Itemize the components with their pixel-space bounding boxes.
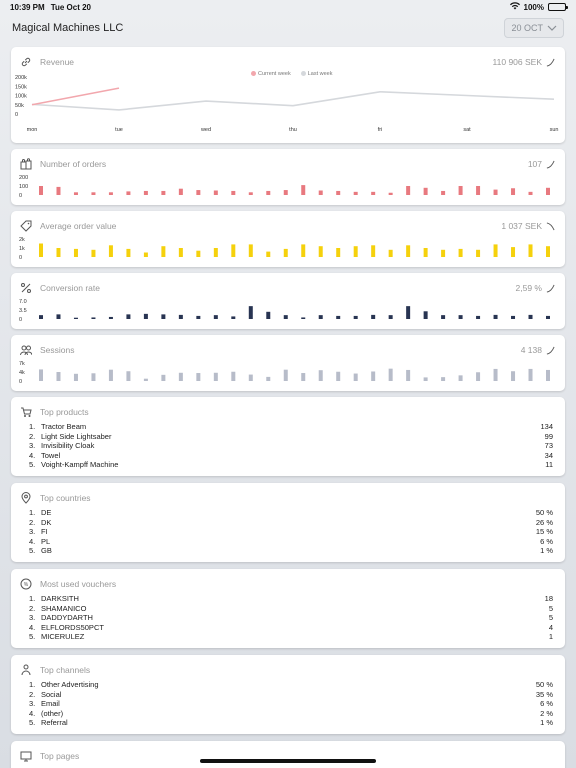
list-item-name: (other)	[41, 708, 64, 718]
y-tick-label: 100k	[15, 93, 27, 100]
list-item-value: 11	[545, 460, 553, 470]
list-item-name: DK	[41, 517, 52, 527]
conversion-chart	[11, 273, 565, 329]
list-item-value: 50 %	[535, 508, 553, 518]
top-products-title: Top products	[40, 407, 89, 417]
battery-icon	[548, 3, 566, 11]
x-tick-label: wed	[200, 127, 212, 133]
list-item	[29, 546, 553, 556]
status-date: Tue Oct 20	[50, 2, 91, 12]
list-item-rank: 3.	[29, 613, 36, 623]
list-item-value: 26 %	[535, 517, 553, 527]
list-item-value: 5	[548, 603, 553, 613]
list-item	[29, 680, 553, 690]
bar	[494, 369, 498, 381]
list-item-rank: 1.	[29, 422, 36, 432]
bar	[109, 317, 113, 319]
list-item-rank: 4.	[29, 622, 36, 632]
list-item	[29, 604, 553, 614]
bar	[371, 371, 375, 381]
bar	[249, 306, 253, 319]
bar	[214, 315, 218, 319]
orders-chart	[11, 149, 565, 205]
series-line-last-week	[32, 92, 554, 110]
bar	[266, 191, 270, 195]
list-item-name: DE	[41, 508, 52, 518]
bar	[476, 316, 480, 319]
list-item-value: 5	[548, 613, 553, 623]
y-tick-label: 50k	[15, 102, 24, 109]
list-item-value: 2 %	[540, 708, 553, 718]
bar	[354, 246, 358, 257]
list-item-name: DARKSITH	[41, 594, 79, 604]
bar	[74, 374, 78, 381]
list-item-name: SHAMANICO	[41, 603, 87, 613]
header	[0, 16, 576, 40]
svg-text:%: %	[23, 581, 29, 588]
bar	[319, 315, 323, 319]
bar	[441, 315, 445, 319]
list-item	[29, 537, 553, 547]
bar	[249, 244, 253, 257]
bar	[161, 246, 165, 257]
bar	[179, 315, 183, 319]
bar	[336, 248, 340, 257]
list-item-rank: 5.	[29, 632, 36, 642]
top-countries-list	[29, 508, 553, 556]
bar	[476, 372, 480, 381]
bar	[459, 315, 463, 319]
list-item-name: Other Advertising	[41, 680, 99, 690]
x-tick-label: fri	[377, 127, 383, 133]
bar	[74, 192, 78, 195]
conversion-title: Conversion rate	[40, 283, 101, 293]
bar	[529, 192, 533, 195]
y-tick-label: 1k	[19, 246, 25, 252]
bar	[354, 316, 358, 319]
list-item-rank: 3.	[29, 527, 36, 537]
x-tick-label: sat	[463, 127, 471, 133]
bar	[39, 186, 43, 195]
bar	[56, 314, 60, 319]
bar	[91, 192, 95, 195]
list-item	[29, 518, 553, 528]
bar	[459, 375, 463, 381]
vouchers-card[interactable]	[11, 569, 565, 648]
list-item-name: DADDYDARTH	[41, 613, 93, 623]
list-item	[29, 451, 553, 461]
vouchers-title: Most used vouchers	[40, 579, 117, 589]
list-item	[29, 718, 553, 728]
list-item-value: 1 %	[540, 546, 553, 556]
top-pages-title: Top pages	[40, 751, 80, 761]
bar	[56, 187, 60, 195]
bar	[39, 315, 43, 319]
bar	[179, 373, 183, 381]
x-tick-label: sun	[549, 127, 559, 133]
bar	[231, 244, 235, 257]
bar	[301, 185, 305, 195]
bar	[319, 246, 323, 257]
bar	[476, 186, 480, 195]
bar	[301, 373, 305, 381]
bar	[56, 248, 60, 257]
list-item-rank: 1.	[29, 680, 36, 690]
bar	[459, 249, 463, 257]
bar	[406, 186, 410, 195]
bar	[196, 190, 200, 195]
list-item-rank: 5.	[29, 546, 36, 556]
list-item-name: ELFLORDS50PCT	[41, 622, 104, 632]
list-item-name: MICERULEZ	[41, 632, 85, 642]
list-item-value: 1 %	[540, 718, 553, 728]
bar	[529, 244, 533, 257]
list-item	[29, 432, 553, 442]
revenue-value: 110 906 SEK	[492, 57, 542, 67]
list-item-value: 6 %	[540, 699, 553, 709]
x-tick-label: thu	[289, 127, 297, 133]
x-tick-label: tue	[115, 127, 123, 133]
list-item-name: Tractor Beam	[41, 422, 87, 432]
voucher-icon	[20, 578, 32, 590]
date-picker-button[interactable]	[504, 18, 564, 38]
list-item-value: 35 %	[535, 689, 553, 699]
y-tick-label: 100	[19, 184, 29, 190]
bar	[126, 371, 130, 381]
sessions-chart	[11, 335, 565, 391]
list-item	[29, 690, 553, 700]
bar	[529, 315, 533, 319]
list-item-name: Social	[41, 689, 62, 699]
bar	[91, 250, 95, 257]
bar	[389, 250, 393, 257]
bar	[546, 370, 550, 381]
list-item-rank: 2.	[29, 431, 36, 441]
bar	[336, 316, 340, 319]
company-name: Magical Machines LLC	[12, 22, 124, 34]
bar	[476, 250, 480, 257]
bar	[546, 188, 550, 195]
bar	[109, 370, 113, 381]
bar	[126, 314, 130, 319]
bar	[511, 188, 515, 195]
bar	[336, 191, 340, 195]
channels-title: Top channels	[40, 665, 91, 675]
date-label: 20 OCT	[511, 23, 543, 33]
list-item-name: GB	[41, 546, 52, 556]
list-item-rank: 4.	[29, 708, 36, 718]
person-channel-icon	[20, 664, 32, 676]
bar	[56, 372, 60, 381]
list-item-rank: 3.	[29, 441, 36, 451]
y-tick-label: 200	[19, 175, 29, 181]
bar	[301, 317, 305, 319]
y-tick-label: 2k	[19, 237, 25, 243]
list-item-name: Voight-Kampff Machine	[41, 460, 119, 470]
bar	[284, 249, 288, 257]
bar	[494, 244, 498, 257]
bar	[231, 191, 235, 195]
sessions-title: Sessions	[40, 345, 75, 355]
list-item	[29, 594, 553, 604]
list-item-rank: 5.	[29, 460, 36, 470]
battery-percent: 100%	[523, 2, 544, 12]
bar	[441, 377, 445, 381]
list-item	[29, 623, 553, 633]
bar	[144, 379, 148, 381]
location-pin-icon	[20, 492, 32, 504]
bar	[371, 192, 375, 195]
bar	[74, 318, 78, 319]
list-item	[29, 441, 553, 451]
list-item-rank: 2.	[29, 603, 36, 613]
list-item-rank: 1.	[29, 508, 36, 518]
bar	[301, 244, 305, 257]
bar	[494, 315, 498, 319]
list-item	[29, 460, 553, 470]
orders-card[interactable]	[11, 149, 565, 205]
y-tick-label: 4k	[19, 370, 25, 376]
bar	[424, 377, 428, 381]
bar	[441, 191, 445, 195]
bar	[266, 312, 270, 319]
list-item-name: Towel	[41, 450, 61, 460]
bar	[249, 192, 253, 195]
aov-title: Average order value	[40, 221, 117, 231]
y-tick-label: 0	[15, 112, 19, 118]
list-item-value: 15 %	[535, 527, 553, 537]
bar	[441, 250, 445, 257]
cart-icon	[20, 406, 32, 418]
list-item-name: Light Side Lightsaber	[41, 431, 112, 441]
revenue-title: Revenue	[40, 57, 75, 67]
bar	[196, 373, 200, 381]
list-item	[29, 709, 553, 719]
orders-value: 107	[527, 159, 542, 169]
bar	[406, 370, 410, 381]
list-item-value: 50 %	[535, 680, 553, 690]
list-item-value: 18	[544, 594, 553, 604]
bar	[284, 315, 288, 319]
list-item-rank: 2.	[29, 689, 36, 699]
bar	[231, 316, 235, 319]
home-indicator[interactable]	[200, 759, 376, 763]
y-tick-label: 0	[19, 317, 23, 323]
monitor-icon	[20, 750, 32, 762]
bar	[389, 369, 393, 381]
bar	[179, 189, 183, 195]
y-tick-label: 3.5	[19, 308, 27, 314]
bar	[406, 245, 410, 257]
bar	[126, 191, 130, 195]
y-tick-label: 0	[19, 255, 23, 261]
list-item-name: Email	[41, 699, 60, 709]
aov-value: 1 037 SEK	[501, 221, 542, 231]
list-item-name: PL	[41, 536, 51, 546]
channels-list	[29, 680, 553, 728]
bar	[126, 249, 130, 257]
bar	[389, 193, 393, 195]
list-item-value: 4	[548, 622, 553, 632]
bar	[511, 371, 515, 381]
top-products-list	[29, 422, 553, 470]
bar	[196, 316, 200, 319]
list-item-rank: 5.	[29, 718, 36, 728]
list-item-value: 34	[544, 450, 553, 460]
bar	[91, 317, 95, 319]
list-item	[29, 422, 553, 432]
sessions-card[interactable]	[11, 335, 565, 391]
bar	[511, 247, 515, 257]
aov-chart	[11, 211, 565, 267]
revenue-card[interactable]	[11, 47, 565, 143]
list-item-value: 73	[544, 441, 553, 451]
top-pages-card[interactable]	[11, 741, 565, 768]
bar	[459, 186, 463, 195]
bar	[424, 188, 428, 195]
list-item-rank: 1.	[29, 594, 36, 604]
bar	[319, 191, 323, 196]
y-tick-label: 0	[19, 193, 23, 199]
list-item	[29, 527, 553, 537]
list-item	[29, 613, 553, 623]
bar	[371, 315, 375, 319]
list-item-rank: 4.	[29, 450, 36, 460]
bar	[354, 192, 358, 195]
y-tick-label: 7.0	[19, 299, 27, 305]
list-item	[29, 632, 553, 642]
bar	[424, 311, 428, 319]
sessions-value: 4 138	[520, 345, 542, 355]
list-item-value: 99	[544, 431, 553, 441]
bar	[511, 316, 515, 319]
bar	[546, 316, 550, 319]
vouchers-list	[29, 594, 553, 642]
bar	[161, 314, 165, 319]
y-tick-label: 0	[19, 379, 23, 385]
legend-current: Current week	[251, 71, 291, 77]
bar	[266, 252, 270, 257]
bar	[161, 375, 165, 381]
list-item-name: Invisibility Cloak	[41, 441, 95, 451]
x-tick-label: mon	[26, 127, 38, 133]
bar	[39, 369, 43, 381]
bar	[109, 192, 113, 195]
orders-title: Number of orders	[40, 159, 107, 169]
wifi-icon	[510, 2, 520, 12]
top-products-card[interactable]	[11, 397, 565, 476]
bar	[214, 373, 218, 381]
y-tick-label: 200k	[15, 75, 27, 81]
bar	[144, 253, 148, 258]
list-item	[29, 699, 553, 709]
list-item-value: 1	[548, 632, 553, 642]
bar	[406, 306, 410, 319]
series-line-current-week	[32, 88, 119, 105]
bar	[266, 377, 270, 381]
list-item-rank: 4.	[29, 536, 36, 546]
list-item-rank: 3.	[29, 699, 36, 709]
bar	[389, 315, 393, 319]
chevron-down-icon	[547, 23, 557, 33]
list-item-name: FI	[41, 527, 48, 537]
bar	[546, 246, 550, 257]
bar	[494, 190, 498, 195]
status-bar	[0, 0, 576, 14]
bar	[214, 191, 218, 196]
bar	[284, 190, 288, 195]
bar	[529, 369, 533, 381]
y-tick-label: 150k	[15, 84, 27, 91]
bar	[161, 191, 165, 195]
bar	[249, 375, 253, 381]
bar	[214, 248, 218, 257]
bar	[284, 370, 288, 381]
conversion-card[interactable]	[11, 273, 565, 329]
conversion-value: 2,59 %	[515, 283, 542, 293]
bar	[231, 372, 235, 381]
bar	[39, 244, 43, 258]
bar	[354, 374, 358, 381]
bar	[179, 248, 183, 257]
bar	[371, 245, 375, 257]
y-tick-label: 7k	[19, 361, 25, 367]
top-countries-card[interactable]	[11, 483, 565, 562]
bar	[424, 248, 428, 257]
bar	[336, 372, 340, 381]
top-countries-title: Top countries	[40, 493, 91, 503]
bar	[109, 245, 113, 257]
bar	[91, 373, 95, 381]
channels-card[interactable]	[11, 655, 565, 734]
bar	[144, 314, 148, 319]
list-item-value: 6 %	[540, 536, 553, 546]
bar	[144, 191, 148, 195]
aov-card[interactable]	[11, 211, 565, 267]
bar	[196, 251, 200, 257]
revenue-chart	[11, 47, 565, 143]
legend-last: Last week	[301, 71, 333, 77]
status-time: 10:39 PM	[10, 2, 45, 12]
list-item-value: 134	[540, 422, 553, 432]
list-item-rank: 2.	[29, 517, 36, 527]
bar	[319, 370, 323, 381]
list-item	[29, 508, 553, 518]
bar	[74, 249, 78, 257]
list-item-name: Referral	[41, 718, 68, 728]
